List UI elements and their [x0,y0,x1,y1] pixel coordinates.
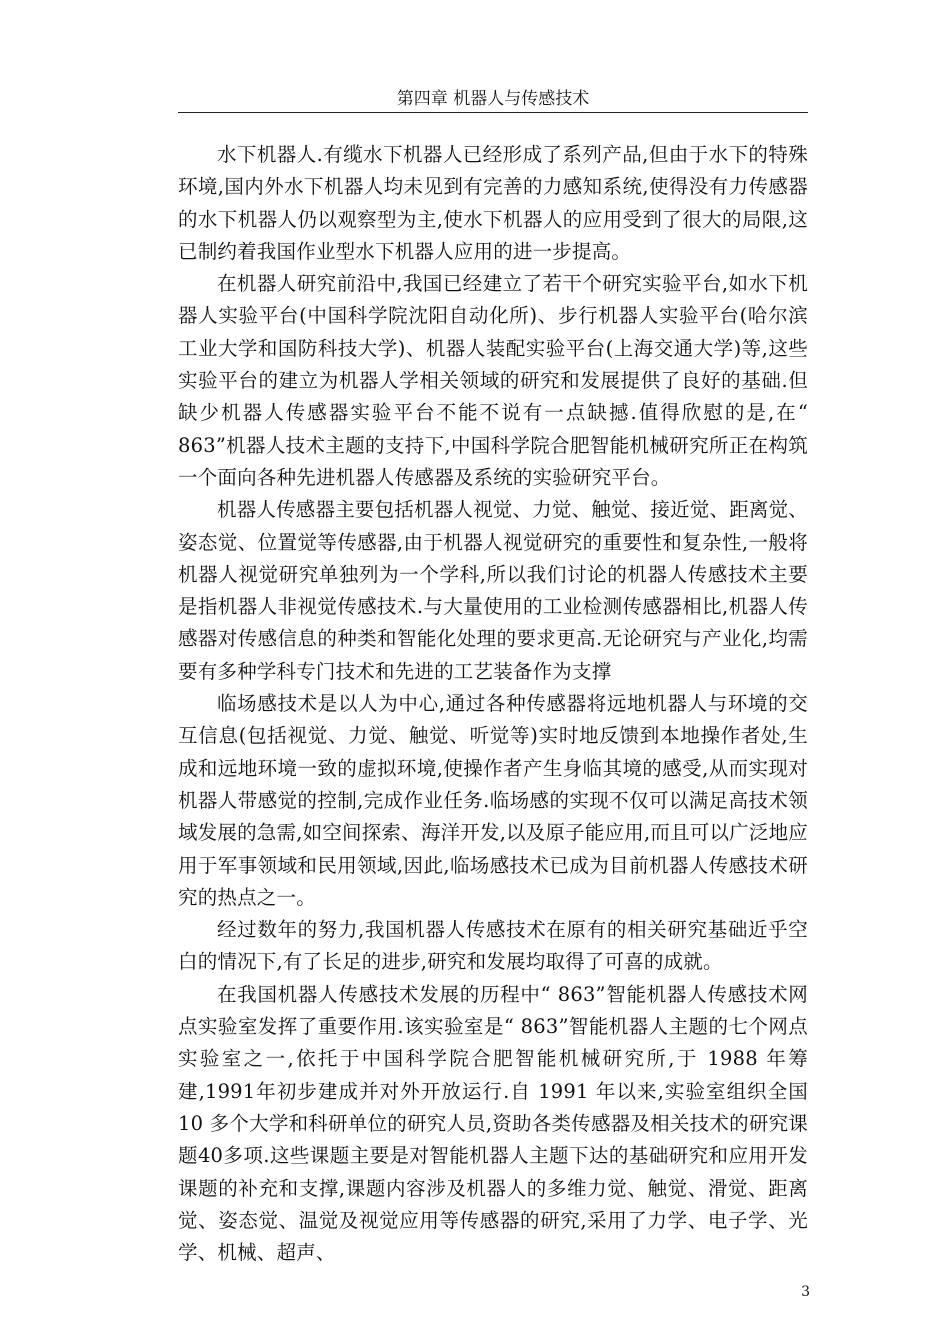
paragraph: 在机器人研究前沿中,我国已经建立了若干个研究实验平台,如水下机器人实验平台(中国科学院沈阳自动化所)、步行机器人实验平台(哈尔滨工业大学和国防科技大学)、机器人装配实验平台(上海交通大学)等,这些实验平台的建立为机器人学相关领域的研究和发展提供了良好的基础.但缺少机器人传感器实验平台不能不说有一点缺撼.值得欣慰的是,在“ 863”机器人技术主题的支持下,中国科学院合肥智能机械研究所正在构筑一个面向各种先进机器人传感器及系统的实验研究平台。 [178,272,808,489]
body-text [178,139,808,1269]
paragraph: 水下机器人.有缆水下机器人已经形成了系列产品,但由于水下的特殊环境,国内外水下机器人均未见到有完善的力感知系统,使得没有力传感器的水下机器人仍以观察型为主,使水下机器人的应用受到了很大的局限,这已制约着我国作业型水下机器人应用的进一步提高。 [178,143,808,263]
header-rule [178,112,808,113]
paragraph: 临场感技术是以人为中心,通过各种传感器将远地机器人与环境的交互信息(包括视觉、力觉、触觉、听觉等)实时地反馈到本地操作者处,生成和远地环境一致的虚拟环境,使操作者产生身临其境的感受,从而实现对机器人带感觉的控制,完成作业任务.临场感的实现不仅可以满足高技术领域发展的急需,如空间探索、海洋开发,以及原子能应用,而且可以广泛地应用于军事领域和民用领域,因此,临场感技术已成为目前机器人传感技术研究的热点之一。 [178,692,808,909]
page-header: 第四章 机器人与传感技术 [396,89,590,109]
paragraph: 机器人传感器主要包括机器人视觉、力觉、触觉、接近觉、距离觉、姿态觉、位置觉等传感器,由于机器人视觉研究的重要性和复杂性,一般将机器人视觉研究单独列为一个学科,所以我们讨论的机器人传感技术主要是指机器人非视觉传感技术.与大量使用的工业检测传感器相比,机器人传感器对传感信息的种类和智能化处理的要求更高.无论研究与产业化,均需要有多种学科专门技术和先进的工艺装备作为支撑 [178,498,809,683]
page-number: 3 [801,1284,810,1300]
paragraph: 在我国机器人传感技术发展的历程中“ 863”智能机器人传感技术网点实验室发挥了重要作用.该实验室是“ 863”智能机器人主题的七个网点实验室之一,依托于中国科学院合肥智能机械研究所,于 1988 年筹建,1991年初步建成并对外开放运行.自 1991 年以来,实验室组织全国 10 多个大学和科研单位的研究人员,资助各类传感器及相关技术的研究课题40多项.这些课题主要是对智能机器人主题下达的基础研究和应用开发课题的补充和支撑,课题内容涉及机器人的多维力觉、触觉、滑觉、距离觉、姿态觉、温觉及视觉应用等传感器的研究,采用了力学、电子学、光学、机械、超声、 [178,982,808,1265]
paragraph: 经过数年的努力,我国机器人传感技术在原有的相关研究基础近乎空白的情况下,有了长足的进步,研究和发展均取得了可喜的成就。 [178,918,808,974]
